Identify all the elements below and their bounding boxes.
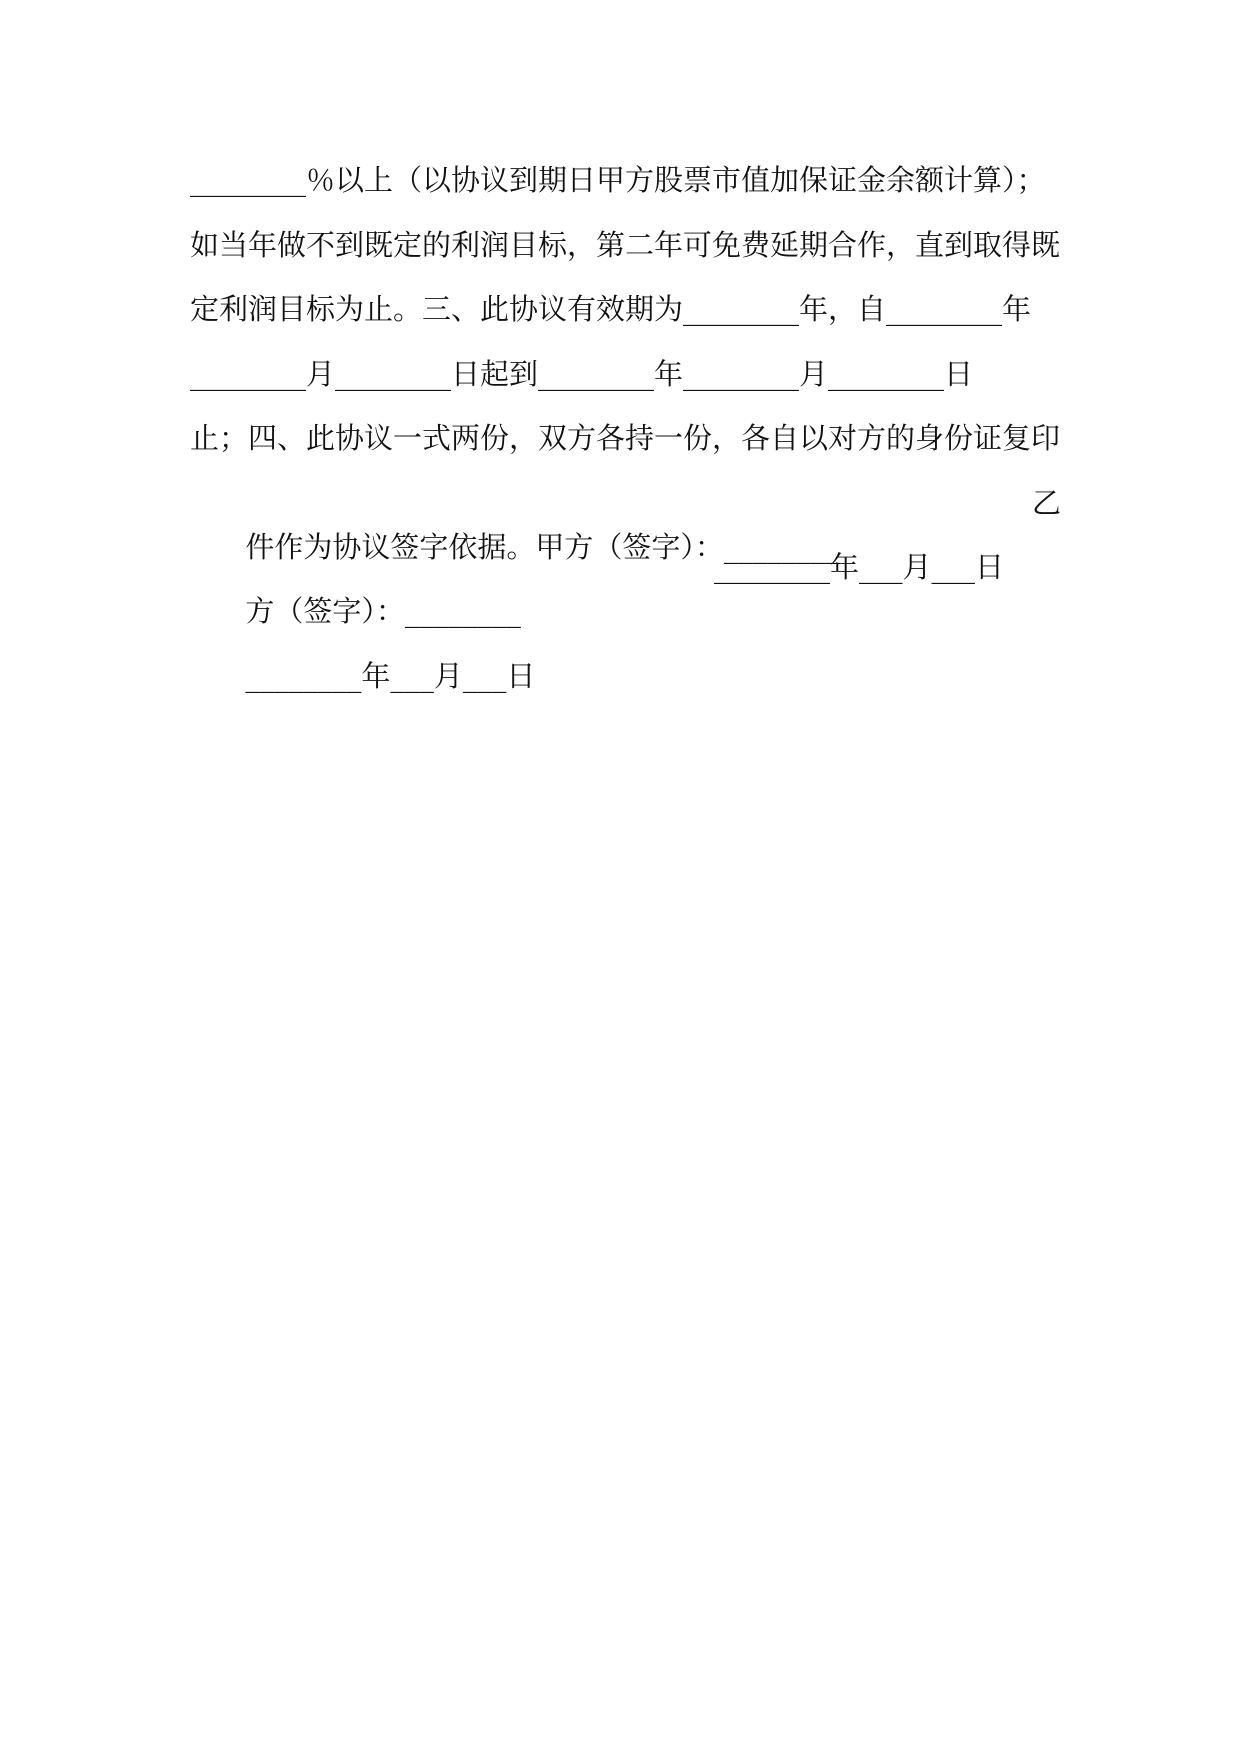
text-line-4: ________月________日起到________年________月________日 bbox=[190, 356, 974, 391]
text-line-7 bbox=[190, 545, 1058, 628]
party-a-signature: 件作为协议签字依据。甲方（签字）：________ bbox=[245, 529, 840, 564]
text-line-3: 定利润目标为止。三、此协议有效期为________年，自________年 bbox=[190, 292, 1032, 326]
text-line-8 bbox=[190, 610, 1058, 693]
text-line-1: ________％以上（以协议到期日甲方股票市值加保证金余额计算）； bbox=[190, 163, 1046, 197]
text-line-6 bbox=[190, 481, 1062, 564]
party-b-date: ________年___月___日 bbox=[245, 658, 536, 693]
party-b-signature: 方（签字）：________ bbox=[245, 594, 521, 628]
agreement-text bbox=[190, 158, 1062, 693]
text-line-2: 如当年做不到既定的利润目标，第二年可免费延期合作，直到取得既 bbox=[190, 227, 1061, 262]
text-line-5: 止；四、此协议一式两份，双方各持一份，各自以对方的身份证复印 bbox=[190, 421, 1061, 455]
party-a-date: ________年___月___日 bbox=[714, 550, 1005, 584]
party-b-label-start: 乙 bbox=[1032, 485, 1062, 520]
